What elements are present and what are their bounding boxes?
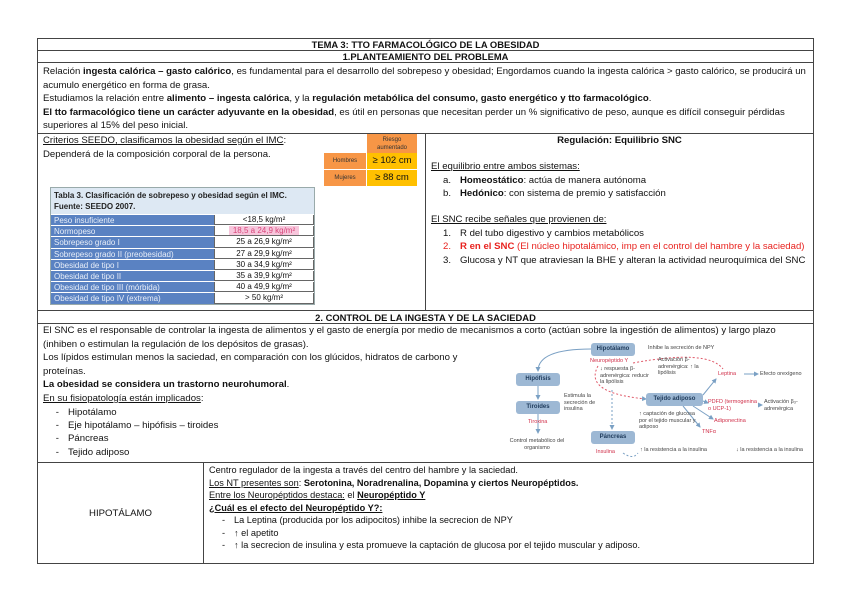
hip-l1: Centro regulador de la ingesta a través del centro del hambre y la saciedad. [209,465,518,475]
lbl-respuesta: ↓ respuesta β-adrenérgica: reducir la lipólisis [600,366,649,385]
hipotalamo-label: HIPOTÁLAMO [89,507,152,519]
box-hipotalamo: Hipotálamo [591,343,635,356]
hipotalamo-content [203,462,814,564]
list-item: - Páncreas [55,433,109,445]
s2-p2: Los lípidos estimulan menos la saciedad, en comparación con los glúcidos, hidratos de carbono y proteínas. [43,352,458,377]
hip-l2: Los NT presentes son: Serotonina, Noradrenalina, Dopamina y ciertos Neuropéptidos. [209,477,579,488]
bmi-category: Normopeso [51,226,214,236]
bmi-range: <18,5 kg/m² [214,215,314,225]
mujeres-value: ≥ 88 cm [367,170,417,186]
bmi-row [51,225,314,236]
bmi-range: > 50 kg/m² [214,293,314,303]
lbl-npy: Neuropéptido Y [590,358,629,364]
lbl-resist1: ↑ la resistencia a la insulina [640,447,707,453]
hip-l3: Entre los Neuropéptidos destaca: el Neuropéptido Y [209,490,426,500]
bmi-row [51,270,314,281]
regulation-diagram [508,343,808,461]
lbl-captacion: ↑ captación de glucosa por el tejido muscular y adiposo [639,411,696,430]
lbl-leptina: Leptina [718,371,737,377]
regulacion-cell [425,133,814,311]
section1-intro [37,62,814,134]
lbl-efecto: Efecto orexígeno [760,371,802,377]
intro-p3: El tto farmacológico tiene un carácter adyuvante en la obesidad, es útil en personas que necesitan perder un % significativo de peso, aunque es difícil conseguir pérdidas superiores al 15% del peso inicial. [43,106,785,132]
bmi-row [51,259,314,270]
box-hipofisis: Hipófisis [516,373,560,386]
bmi-category: Peso insuficiente [51,215,214,225]
list-item: a. Homeostático: actúa de manera autónoma [442,174,647,186]
list-item: - La Leptina (producida por los adipocitos) inhibe la secrecion de NPY [221,515,513,525]
list-item: 2. R en el SNC (El núcleo hipotalámico, imp en el control del hambre y la saciedad) [442,241,805,253]
hombres-label: Hombres [324,153,366,169]
bmi-row [51,248,314,259]
lbl-activ2: Activación β₃-adrenérgica [764,399,798,412]
bmi-category: Obesidad de tipo III (mórbida) [51,282,214,292]
list-item: - Hipotálamo [55,406,117,418]
box-pancreas: Páncreas [591,431,635,444]
bmi-row [51,292,314,303]
criterios-line: Criterios SEEDO, clasificamos la obesidad según el IMC: [43,135,287,146]
list-item: b. Hedónico: con sistema de premio y satisfacción [442,188,666,199]
bmi-range: 35 a 39,9 kg/m² [214,271,314,281]
bmi-category: Obesidad de tipo I [51,260,214,270]
bmi-range: 18,5 a 24,9 kg/m² [214,226,314,236]
bmi-range: 25 a 26,9 kg/m² [214,237,314,247]
title-text: TEMA 3: TTO FARMACOLÓGICO DE LA OBESIDAD [311,39,540,50]
riesgo-header: Riesgo aumentado [367,134,417,153]
bmi-range: 40 a 49,9 kg/m² [214,282,314,292]
list-item: - Eje hipotálamo – hipófisis – tiroides [55,419,219,431]
s2-p4: En su fisiopatología están implicados: [43,392,204,404]
bmi-category: Sobrepeso grado II (preobesidad) [51,249,214,259]
lbl-tiroxina: Tiroxina [528,419,548,425]
list-item: - ↑ el apetito [221,527,279,538]
bmi-table [50,187,315,305]
intro-p2: Estudiamos la relación entre alimento – ingesta calórica, y la regulación metabólica del consumo, gasto energético y tto farmacológico. [43,93,652,105]
lbl-control: Control metabólico del organismo [509,438,565,451]
lbl-tnf: TNFα [702,429,716,435]
lbl-estimula: Estimula la secreción de insulina [564,393,596,412]
bmi-row [51,214,314,225]
bmi-range: 30 a 34,9 kg/m² [214,260,314,270]
list-item: - ↑ la secrecion de insulina y esta promueve la captación de glucosa por el tejido muscular y adiposo. [221,540,641,550]
lbl-pdfd: PDFD (termogenina o UCP-1) [708,399,757,412]
lbl-resist2: ↓ la resistencia a la insulina [736,447,803,453]
intro-p1: Relación ingesta calórica – gasto calórico, es fundamental para el desarrollo del sobrepeso y obesidad; Engordamos cuando la ingesta calórica > gasto calórico, se producirá un acumulo energético en forma de grasa. [43,66,806,91]
depende-line: Dependerá de la composición corporal de la persona. [43,148,271,160]
list-item: 1. R del tubo digestivo y cambios metabólicos [442,228,644,239]
section1-header-text: 1.PLANTEAMIENTO DEL PROBLEMA [342,51,509,62]
lbl-insulina: Insulina [596,449,615,455]
s2-p3: La obesidad se considera un trastorno neurohumoral. [43,379,290,391]
bmi-category: Obesidad de tipo IV (extrema) [51,293,214,303]
bmi-category: Obesidad de tipo II [51,271,214,281]
hipotalamo-label-cell [37,462,204,564]
bmi-row [51,236,314,247]
list-item: - Tejido adiposo [55,446,130,458]
list-item: 3. Glucosa y NT que atraviesan la BHE y alteran la actividad neuroquímica del SNC [442,254,806,266]
section2-header: 2. CONTROL DE LA INGESTA Y DE LA SACIEDAD [37,310,814,324]
bmi-category: Sobrepeso grado I [51,237,214,247]
box-tiroides: Tiroides [516,401,560,414]
equilibrio-heading: El equilibrio entre ambos sistemas: [431,161,580,172]
lbl-inhibe: Inhibe la secreción de NPY [648,345,715,351]
mujeres-label: Mujeres [324,170,366,186]
lbl-adipo: Adiponectina [714,418,746,424]
regulacion-title: Regulación: Equilibrio SNC [557,135,682,146]
lbl-activacion: Activación β-adrenérgica: ↑ la lipólisis [658,357,699,376]
hombres-value: ≥ 102 cm [367,153,417,169]
hip-l4: ¿Cuál es el efecto del Neuropéptido Y?: [209,502,383,513]
bmi-range: 27 a 29,9 kg/m² [214,249,314,259]
box-tejido: Tejido adiposo [646,393,703,406]
bmi-row [51,281,314,292]
senales-heading: El SNC recibe señales que provienen de: [431,214,607,226]
bmi-caption: Tabla 3. Clasificación de sobrepeso y obesidad según el IMC. Fuente: SEEDO 2007. [51,188,314,214]
s2-p1: El SNC es el responsable de controlar la ingesta de alimentos y el gasto de energía por medio de mecanismos a corto (actúan sobre la ingestión de alimentos) y largo plazo (inhiben o estimulan la regulación de los depósitos de grasas). [43,325,776,350]
